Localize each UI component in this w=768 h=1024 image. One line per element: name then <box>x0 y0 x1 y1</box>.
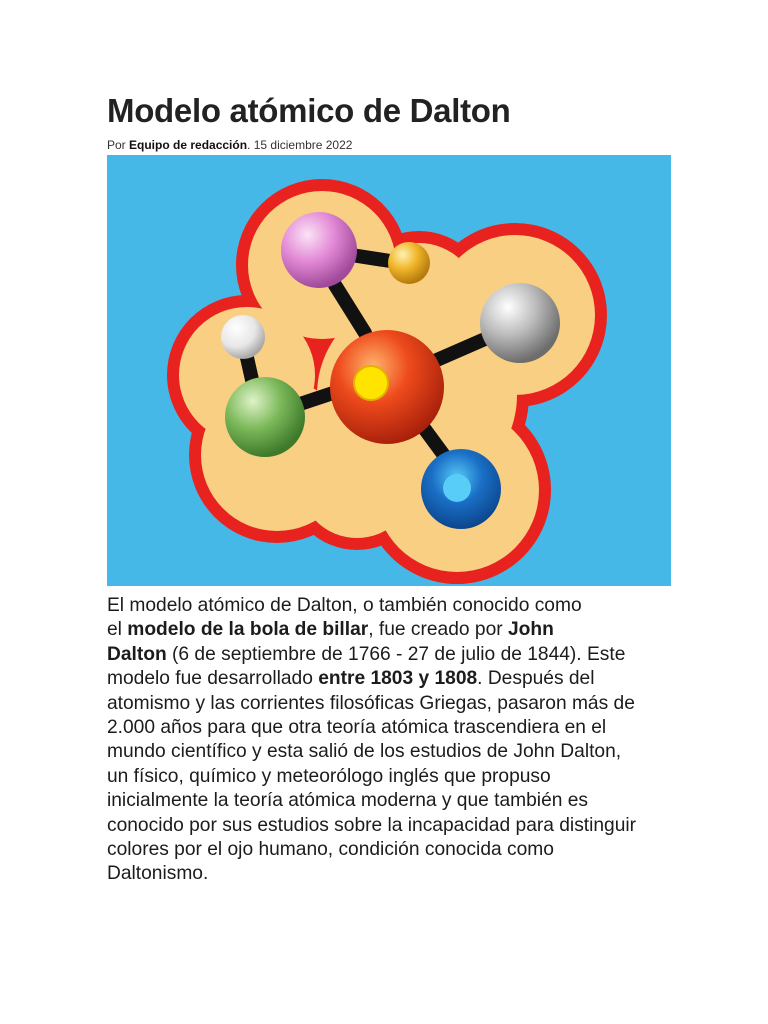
body-line-8: un físico, químico y meteorólogo inglés que propuso <box>107 765 551 787</box>
bold-name-dalton: Dalton <box>107 643 167 665</box>
article-body <box>107 594 669 887</box>
body-line-2 <box>107 618 669 642</box>
bold-date-range: entre 1803 y 1808 <box>318 668 478 690</box>
text-fragment: . Después del <box>477 668 595 690</box>
body-line-7: mundo científico y esta salió de los estudios de John Dalton, <box>107 741 622 763</box>
body-line-4 <box>107 667 669 691</box>
page-title: Modelo atómico de Dalton <box>107 92 511 129</box>
yellow-center-marker <box>354 366 388 400</box>
text-fragment: el <box>107 619 128 641</box>
green-atom <box>225 377 305 457</box>
body-line-11: colores por el ojo humano, condición conocida como <box>107 839 554 861</box>
body-line-10: conocido por sus estudios sobre la incapacidad para distinguir <box>107 814 637 836</box>
yellow-small-atom <box>388 242 430 284</box>
body-line-1: El modelo atómico de Dalton, o también conocido como <box>107 595 582 616</box>
silver-atom <box>480 283 560 363</box>
text-fragment: modelo fue desarrollado <box>107 668 319 690</box>
author-name[interactable]: Equipo de redacción <box>129 138 248 152</box>
body-line-12: Daltonismo. <box>107 863 209 885</box>
dalton-model-illustration <box>107 155 671 586</box>
text-fragment: (6 de septiembre de 1766 - 27 de julio de 1844). Este <box>166 643 626 665</box>
byline-prefix: Por <box>107 138 130 152</box>
white-atom <box>221 315 265 359</box>
publish-date: . 15 diciembre 2022 <box>247 138 353 152</box>
body-line-9: inicialmente la teoría atómica moderna y que también es <box>107 790 589 812</box>
body-line-6: 2.000 años para que otra teoría atómica trascendiera en el <box>107 717 607 739</box>
molecule-graphic <box>107 155 671 586</box>
blue-atom-highlight <box>443 474 471 502</box>
body-line-3 <box>107 643 669 667</box>
text-fragment: , fue creado por <box>368 619 508 641</box>
body-line-5: atomismo y las corrientes filosóficas Griegas, pasaron más de <box>107 692 635 714</box>
byline <box>107 138 352 152</box>
bold-name-john: John <box>507 619 554 641</box>
bold-term-billiard-ball-model: modelo de la bola de billar <box>127 619 369 641</box>
pink-atom <box>281 212 357 288</box>
